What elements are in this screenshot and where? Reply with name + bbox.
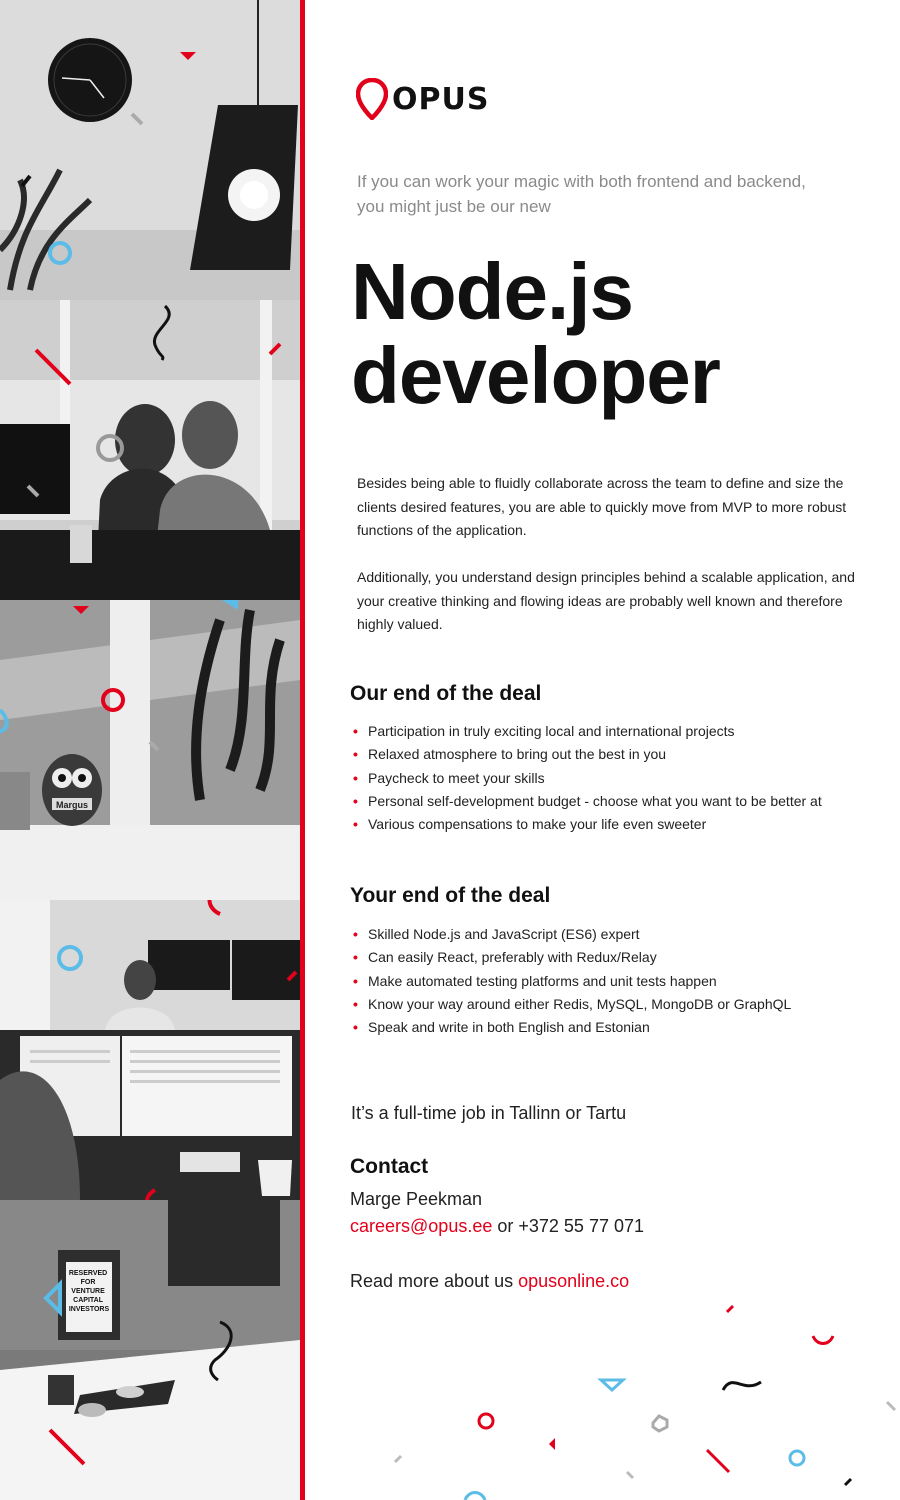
decorative-confetti <box>305 1290 900 1500</box>
list-item: • Skilled Node.js and JavaScript (ES6) expert <box>353 926 640 942</box>
office-lamp-photo <box>0 0 300 300</box>
description-paragraph-2: Additionally, you understand design principles behind a scalable application, and your creative thinking and flowing ideas are probably well known and therefore highly valued. <box>357 569 855 632</box>
svg-text:RESERVED FOR V: RESERVED FOR VENTURE CAPITAL INVESTORS <box>68 1270 110 1313</box>
developers-at-desk-photo <box>0 300 300 600</box>
contact-heading: Contact <box>350 1155 429 1178</box>
read-more-line <box>350 1271 629 1292</box>
list-item: • Speak and write in both English and Estonian <box>353 1019 650 1036</box>
monitor <box>0 424 70 514</box>
logo-text: OPUS <box>392 81 490 117</box>
list-item: • Relaxed atmosphere to bring out the best in you <box>353 746 667 763</box>
contact-details <box>350 1216 644 1237</box>
job-title-line2: developer <box>351 331 720 420</box>
your-deal-list <box>350 923 791 1039</box>
list-item: • Know your way around either Redis, MySQL, MongoDB or GraphQL <box>353 995 792 1012</box>
contact-separator: or <box>492 1216 519 1236</box>
list-item: • Make automated testing platforms and unit tests happen <box>353 972 717 989</box>
job-title <box>351 247 720 420</box>
owl-toy <box>42 754 102 826</box>
intro-text: If you can work your magic with both frontend and backend, you might just be our new <box>357 172 806 216</box>
job-title-line1: Node.js <box>351 247 633 336</box>
photo-column <box>0 0 300 1500</box>
red-divider-bar <box>300 0 305 1500</box>
our-deal-heading: Our end of the deal <box>350 682 542 705</box>
list-item: • Can easily React, preferably with Redux/Relay <box>353 949 657 966</box>
read-more-text: Read more about us <box>350 1271 519 1291</box>
phone-number: +372 55 77 071 <box>518 1216 644 1236</box>
our-deal-list <box>350 720 822 836</box>
job-location-info: It’s a full-time job in Tallinn or Tartu <box>351 1103 627 1123</box>
your-deal-heading: Your end of the deal <box>350 884 551 907</box>
meeting-room-photo <box>0 1200 300 1500</box>
map-pin-icon <box>356 78 388 120</box>
window-owl-photo <box>0 600 300 900</box>
opus-logo <box>356 78 489 120</box>
list-item: • Various compensations to make your life even sweeter <box>353 816 707 833</box>
list-item: • Personal self-development budget - choose what you want to be better at <box>353 792 822 809</box>
list-item: • Paycheck to meet your skills <box>353 769 545 786</box>
list-item: • Participation in truly exciting local and international projects <box>353 723 735 739</box>
website-link[interactable]: opusonline.co <box>518 1271 630 1291</box>
developer-monitors-photo <box>0 900 300 1200</box>
owl-label: Margus <box>55 800 89 810</box>
email-link[interactable]: careers@opus.ee <box>350 1216 493 1236</box>
contact-name: Marge Peekman <box>350 1189 483 1209</box>
description-paragraph-1: Besides being able to fluidly collaborate across the team to define and size the clients desired features, you are able to quickly move from MVP to more robust functions of the application. <box>357 475 847 538</box>
